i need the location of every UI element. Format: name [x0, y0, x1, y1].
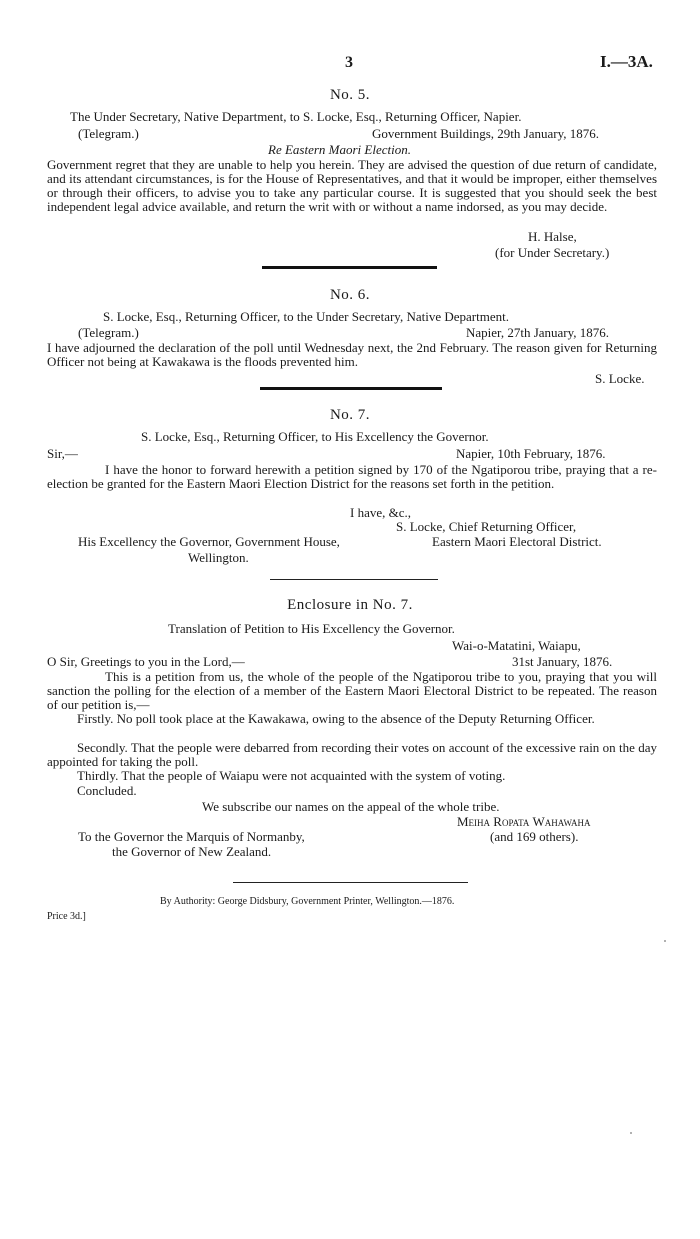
scan-speck: [664, 940, 666, 942]
enclosure-concluded: Concluded.: [77, 783, 137, 798]
no6-body: I have adjourned the declaration of the poll until Wednesday next, the 2nd February. The reason given for Returning Officer not being at Kawakawa is the floods prevented him.: [47, 340, 657, 369]
enclosure-body: This is a petition from us, the whole of the people of the Ngatiporou tribe to you, praying that you will sanction the polling for the election of a member of the Eastern Maori Electoral District to be repeated. The reason of our petition is,—: [47, 669, 657, 712]
no7-signature: S. Locke, Chief Returning Officer,: [396, 519, 577, 534]
no7-closing: I have, &c.,: [350, 505, 412, 520]
no5-signature: H. Halse,: [528, 229, 577, 244]
no7-place-date: Napier, 10th February, 1876.: [456, 446, 606, 461]
scan-speck: [630, 1132, 632, 1134]
enclosure-addressee-line1: To the Governor the Marquis of Normanby,: [78, 829, 305, 844]
no6-heading: No. 6.: [329, 287, 371, 303]
no5-signature-role: (for Under Secretary.): [495, 245, 610, 260]
enclosure-place: Wai-o-Matatini, Waiapu,: [452, 638, 581, 653]
no7-body: I have the honor to forward herewith a petition signed by 170 of the Ngatiporou tribe, praying that a re-election be granted for the Eastern Maori Election District for the reasons set forth in the petition.: [47, 462, 657, 491]
footer-authority: By Authority: George Didsbury, Government Printer, Wellington.—1876.: [160, 896, 455, 907]
no7-addressee-line1: His Excellency the Governor, Government House,: [78, 534, 340, 549]
divider: [260, 387, 442, 390]
no7-signature-role: Eastern Maori Electoral District.: [432, 534, 602, 549]
enclosure-subscribe: We subscribe our names on the appeal of the whole tribe.: [202, 799, 500, 814]
enclosure-addressee-line2: the Governor of New Zealand.: [112, 844, 272, 859]
divider: [270, 579, 438, 580]
no6-place-date: Napier, 27th January, 1876.: [466, 325, 610, 340]
page-number: 3: [345, 54, 353, 71]
enclosure-signatory-note: (and 169 others).: [490, 829, 579, 844]
enclosure-firstly: Firstly. No poll took place at the Kawakawa, owing to the absence of the Deputy Returning Officer.: [77, 711, 595, 726]
no7-heading: No. 7.: [329, 407, 371, 423]
enclosure-secondly: Secondly. That the people were debarred from recording their votes on account of the excessive rain on the day appointed for taking the poll.: [47, 740, 657, 769]
footer-divider: [233, 882, 468, 883]
divider: [262, 266, 437, 269]
no5-body: Government regret that they are unable to help you herein. They are advised the question of due return of candidate, and its attendant circumstances, is for the House of Representatives, and that it would be improper, either themselves or through their officers, to advise you to take any particular course. It is suggested that you should seek the best independent legal advice available, and return the writ with or without a name indorsed, as you may decide.: [47, 157, 657, 214]
enclosure-signatory: Meiha Ropata Wahawaha: [457, 814, 591, 829]
no6-signature: S. Locke.: [595, 371, 645, 386]
no5-heading: No. 5.: [329, 87, 371, 103]
enclosure-heading: Enclosure in No. 7.: [287, 597, 413, 613]
enclosure-date: 31st January, 1876.: [512, 654, 613, 669]
no5-from-to: The Under Secretary, Native Department, to S. Locke, Esq., Returning Officer, Napier.: [70, 109, 522, 124]
enclosure-salutation: O Sir, Greetings to you in the Lord,—: [47, 654, 245, 669]
no7-from-to: S. Locke, Esq., Returning Officer, to His Excellency the Governor.: [141, 429, 489, 444]
no7-addressee-line2: Wellington.: [188, 550, 249, 565]
no5-re: Re Eastern Maori Election.: [268, 142, 411, 157]
no7-salutation: Sir,—: [47, 446, 78, 461]
footer-price: Price 3d.]: [47, 911, 86, 922]
no6-type: (Telegram.): [78, 325, 139, 340]
enclosure-thirdly: Thirdly. That the people of Waiapu were not acquainted with the system of voting.: [77, 768, 506, 783]
document-reference: I.—3A.: [600, 52, 653, 71]
no5-type: (Telegram.): [78, 126, 139, 141]
enclosure-subheading: Translation of Petition to His Excellency the Governor.: [168, 621, 455, 636]
no5-place-date: Government Buildings, 29th January, 1876.: [372, 126, 599, 141]
no6-from-to: S. Locke, Esq., Returning Officer, to the Under Secretary, Native Department.: [103, 309, 509, 324]
